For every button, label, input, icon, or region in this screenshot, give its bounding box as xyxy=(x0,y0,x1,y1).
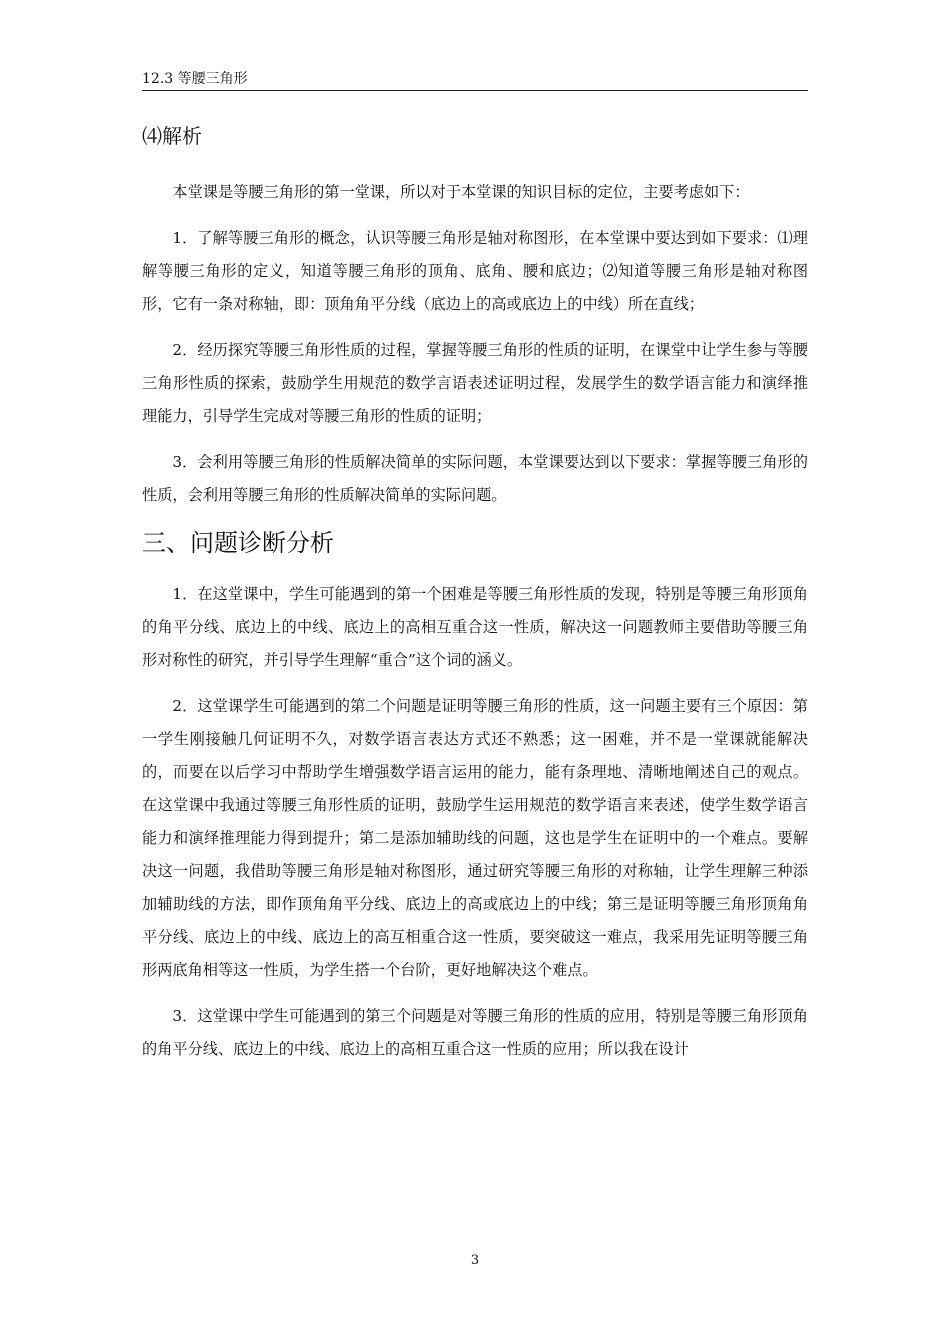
running-header: 12.3 等腰三角形 xyxy=(142,71,248,87)
subsection-heading: ⑷解析 xyxy=(142,124,202,148)
paragraph: 2．这堂课学生可能遇到的第二个问题是证明等腰三角形的性质，这一问题主要有三个原因：第一学生刚接触几何证明不久，对数学语言表达方式还不熟悉；这一困难，并不是一堂课就能解决的，而要在以后学习中帮助学生增强数学语言运用的能力，能有条理地、清晰地阐述自己的观点。在这堂课中我通过等腰三角形性质的证明，鼓励学生运用规范的数学语言来表述，使学生数学语言能力和演绎推理能力得到提升；第二是添加辅助线的问题，这也是学生在证明中的一个难点。要解决这一问题，我借助等腰三角形是轴对称图形，通过研究等腰三角形的对称轴，让学生理解三种添加辅助线的方法，即作顶角角平分线、底边上的高或底边上的中线；第三是证明等腰三角形顶角角平分线、底边上的中线、底边上的高互相重合这一性质，要突破这一难点，我采用先证明等腰三角形两底角相等这一性质，为学生搭一个台阶，更好地解决这个难点。 xyxy=(142,697,808,979)
paragraph: 3．这堂课中学生可能遇到的第三个问题是对等腰三角形的性质的应用，特别是等腰三角形顶角的角平分线、底边上的中线、底边上的高相互重合这一性质的应用；所以我在设计 xyxy=(142,1007,808,1058)
page-content xyxy=(142,120,808,1079)
section-heading: 三、问题诊断分析 xyxy=(142,529,334,557)
paragraph: 1．了解等腰三角形的概念，认识等腰三角形是轴对称图形，在本堂课中要达到如下要求：⑴理解等腰三角形的定义，知道等腰三角形的顶角、底角、腰和底边；⑵知道等腰三角形是轴对称图形，它有一条对称轴，即：顶角角平分线（底边上的高或底边上的中线）所在直线； xyxy=(142,229,808,313)
paragraph: 3．会利用等腰三角形的性质解决简单的实际问题，本堂课要达到以下要求：掌握等腰三角形的性质，会利用等腰三角形的性质解决简单的实际问题。 xyxy=(142,453,808,504)
page-number: 3 xyxy=(470,1253,480,1268)
paragraph: 2．经历探究等腰三角形性质的过程，掌握等腰三角形的性质的证明，在课堂中让学生参与等腰三角形性质的探索，鼓励学生用规范的数学言语表述证明过程，发展学生的数学语言能力和演绎推理能力，引导学生完成对等腰三角形的性质的证明； xyxy=(142,341,808,425)
header-rule xyxy=(142,90,808,91)
paragraph: 本堂课是等腰三角形的第一堂课，所以对于本堂课的知识目标的定位，主要考虑如下： xyxy=(172,183,750,201)
paragraph: 1．在这堂课中，学生可能遇到的第一个困难是等腰三角形性质的发现，特别是等腰三角形顶角的角平分线、底边上的中线、底边上的高相互重合这一性质，解决这一问题教师主要借助等腰三角形对称性的研究，并引导学生理解“重合”这个词的涵义。 xyxy=(142,585,808,669)
